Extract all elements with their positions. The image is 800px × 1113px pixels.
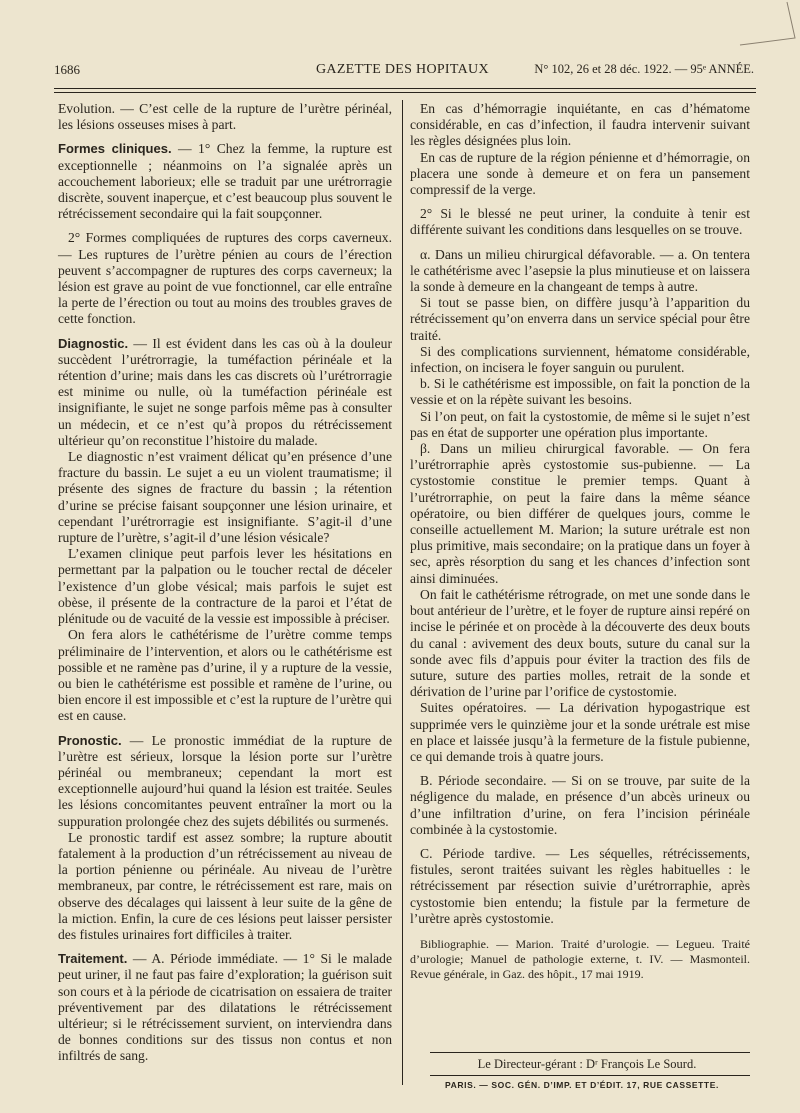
paragraph — [410, 773, 750, 838]
header-rule-top — [54, 88, 756, 89]
paragraph — [58, 951, 392, 1064]
para-text: En cas d’hémorragie inquiétante, en cas d’hématome considérable, en cas d’infection, il faudra intervenir suivant les règles désignées plus loin. — [410, 101, 750, 149]
header-rule-bottom — [54, 92, 756, 93]
paragraph — [410, 409, 750, 441]
paragraph — [58, 449, 392, 546]
printer-line: PARIS. — SOC. GÉN. D’IMP. ET D’ÉDIT. 17, RUE CASSETTE. — [445, 1080, 719, 1090]
paragraph — [58, 733, 392, 830]
para-text: B. Période secondaire. — Si on se trouve, par suite de la négligence du malade, en présence d’un abcès urineux ou d’une infiltration d’urine, on fera l’incision périnéale combinée à la cystostomie. — [410, 773, 750, 837]
para-text: L’examen clinique peut parfois lever les hésitations en permettant par la palpation ou le toucher rectal de déceler l’existence d’un globe vésical; mais parfois le sujet est obèse, il présente de la contracture de la paroi et l’état de plénitude ou de vacuité de la vessie est impossible à préciser. — [58, 546, 392, 627]
paragraph — [410, 150, 750, 199]
para-text: Si tout se passe bien, on diffère jusqu’à l’apparition du rétrécissement qu’on enverra dans un service spécial pour être traité. — [410, 295, 750, 343]
para-text: Le pronostic tardif est assez sombre; la rupture aboutit fatalement à la production d’un rétrécissement au niveau de la portion pénienne ou périnéale. Au niveau de l’urètre membraneux, par contre, le rétrécissement est rare, mais on observe des décalages qui laissent à leur suite de la gêne de la miction. Enfin, la cure de ces lésions peut laisser persister des fistules urinaires fort difficiles à traiter. — [58, 829, 392, 942]
para-text: Si des complications surviennent, hématome considérable, infection, on incisera le foyer sanguin ou purulent. — [410, 343, 750, 376]
paragraph — [58, 627, 392, 724]
paragraph — [410, 101, 750, 150]
paragraph — [410, 587, 750, 700]
paragraph — [58, 141, 392, 222]
para-text: β. Dans un milieu chirurgical favorable. — On fera l’urétrorraphie après cystostomie sus-pubienne. — La cystostomie constitue le premier temps. Quant à l’urétrorraphie, on peut la faire dans la même séance opératoire, ou bien différer de quelques jours, comme le conseille actuellement M. Marion; la suture urétrale est non plus primitive, mais secondaire; on la pratique dans un foyer à sec, après résorption du sang et les chances d’infection sont ainsi diminuées. — [410, 441, 750, 586]
footer-rule-top — [430, 1052, 750, 1053]
paragraph — [410, 846, 750, 927]
para-text: 2° Si le blessé ne peut uriner, la conduite à tenir est différente suivant les conditions dans lesquelles on se trouve. — [410, 206, 750, 238]
footer-rule-bottom — [430, 1075, 750, 1076]
section-heading: Formes cliniques. — [58, 141, 172, 157]
para-text: On fait le cathétérisme rétrograde, on met une sonde dans le bout antérieur de l’urètre, et le foyer de rupture ainsi repéré on incise le périnée et on procède à la découverte des deux bouts du canal : avivement des deux bouts, suture du canal sur la sonde avec fils d’appuis pour éviter la traction des fils de suture, suture des parties molles, retrait de la sonde et dérivation de l’urine par l’orifice de cystostomie. — [410, 586, 750, 700]
para-text: — Il est évident dans les cas où à la douleur succèdent l’urétrorragie, la tuméfaction périnéale et la rétention d’urine; mais dans les cas discrets où l’urétrorragie est minime ou nulle, où la tuméfaction périnéale est insignifiante, le sujet ne songe parfois même pas à consulter un médecin, et ce n’est qu’à propos du rétrécissement ultérieur qu’on reconstitue l’histoire du malade. — [58, 335, 392, 448]
journal-title: GAZETTE DES HOPITAUX — [316, 62, 489, 77]
para-text: Suites opératoires. — La dérivation hypogastrique est supprimée vers le quinzième jour et la sonde urétrale est mise en place et laissée jusqu’à la fermeture de la fistule pubienne, ce qui demande trois à quatre jours. — [410, 700, 750, 764]
page-number: 1686 — [54, 62, 80, 77]
running-header — [54, 62, 754, 82]
director-line: Le Directeur-gérant : Dʳ François Le Sourd. — [477, 1057, 697, 1071]
para-text: Si l’on peut, on fait la cystostomie, de même si le sujet n’est pas en état de supporter une opération plus importante. — [410, 408, 750, 440]
para-text: — Le pronostic immédiat de la rupture de l’urètre est sérieux, lorsque la lésion porte sur l’urètre périnéal ou membraneux; cependant la mort est exceptionnelle aujourd’hui quand la lésion est traitée. Seules les lésions concomitantes peuvent entraîner la mort ou la suppuration prolongée chez des sujets débilités ou surmenés. — [58, 732, 392, 829]
paragraph — [410, 247, 750, 296]
para-text: b. Si le cathétérisme est impossible, on fait la ponction de la vessie et on la répète suivant les besoins. — [410, 376, 750, 408]
paragraph — [410, 295, 750, 344]
paragraph — [58, 830, 392, 943]
paragraph — [58, 336, 392, 449]
para-text: α. Dans un milieu chirurgical défavorable. — a. On tentera le cathétérisme avec l’asepsie la plus minutieuse et on laissera la sonde à demeure en la changeant de temps à autre. — [410, 246, 750, 295]
column-divider — [402, 100, 403, 1085]
para-text: — A. Période immédiate. — 1° Si le malade peut uriner, il ne faut pas faire d’exploration; la guérison suit son cours et à la période de cicatrisation on essaiera de traiter préventivement par des dilatations le rétrécissement ultérieur; si le rétrécissement survient, on interviendra dans de bonnes conditions sur des tissus non contus et non infiltrés de sang. — [58, 951, 392, 1064]
para-text: C. Période tardive. — Les séquelles, rétrécissements, fistules, seront traitées suivant les règles habituelles : le rétrécissement par résection suivie d’urétrorraphie, après cystostomie bien entendu; la fistule par la fermeture de l’urètre après cystostomie. — [410, 845, 750, 926]
page-corner-mark — [735, 0, 800, 60]
paragraph — [58, 546, 392, 627]
section-heading: Pronostic. — [58, 732, 122, 748]
para-text: Evolution. — C’est celle de la rupture de l’urètre périnéal, les lésions osseuses mises à part. — [58, 101, 392, 133]
para-text: 2° Formes compliquées de ruptures des corps caverneux. — Les ruptures de l’urètre pénien au cours de l’érection peuvent s’accompagner de ruptures des corps caverneux; la lésion est grave au point de vue fonctionnel, car elle entraîne la perte de l’érection ou tout au moins des troubles graves de cette fonction. — [58, 230, 392, 327]
para-text: — 1° Chez la femme, la rupture est exceptionnelle ; néanmoins on l’a signalée après un accouchement laborieux; elle se traduit par une urétrorragie discrète, souvent inaperçue, et c’est beaucoup plus souvent le rétrécissement secondaire qui la fait soupçonner. — [58, 141, 392, 222]
left-column — [58, 101, 392, 1065]
section-heading: Diagnostic. — [58, 335, 129, 351]
paragraph — [410, 376, 750, 408]
section-heading: Traitement. — [58, 951, 128, 967]
paragraph — [410, 344, 750, 376]
bibliography: Bibliographie. — Marion. Traité d’urologie. — Legueu. Traité d’urologie; Manuel de pathologie externe, t. IV. — Masmonteil. Revue générale, in Gaz. des hôpit., 17 mai 1919. — [410, 936, 750, 981]
paragraph — [410, 206, 750, 238]
para-text: Le diagnostic n’est vraiment délicat qu’en présence d’une fracture du bassin. Le sujet a eu un violent traumatisme; il présente des signes de fracture du bassin ; la rétention d’urine se précise faisant soupçonner une lésion urinaire, et cependant l’urétrorragie est insignifiante. S’agit-il d’une rupture de l’urètre, s’agit-il d’une lésion vésicale? — [58, 449, 392, 546]
paragraph — [58, 230, 392, 327]
issue-info: N° 102, 26 et 28 déc. 1922. — 95ᵉ ANNÉE. — [534, 62, 754, 76]
paragraph — [410, 700, 750, 765]
paragraph — [410, 441, 750, 587]
paragraph — [58, 101, 392, 133]
para-text: On fera alors le cathétérisme de l’urètre comme temps préliminaire de l’intervention, et alors ou le cathétérisme est possible et ne ramène pas d’urine, il y a rupture de la vessie, ou bien le cathétérisme est possible et ramène de l’urine, ou bien encore il est impossible et c’est la rupture de l’urètre qui est en cause. — [58, 627, 392, 724]
para-text: En cas de rupture de la région pénienne et d’hémorragie, on placera une sonde à demeure et on fera un pansement compressif de la verge. — [410, 149, 750, 198]
right-column — [410, 101, 750, 982]
